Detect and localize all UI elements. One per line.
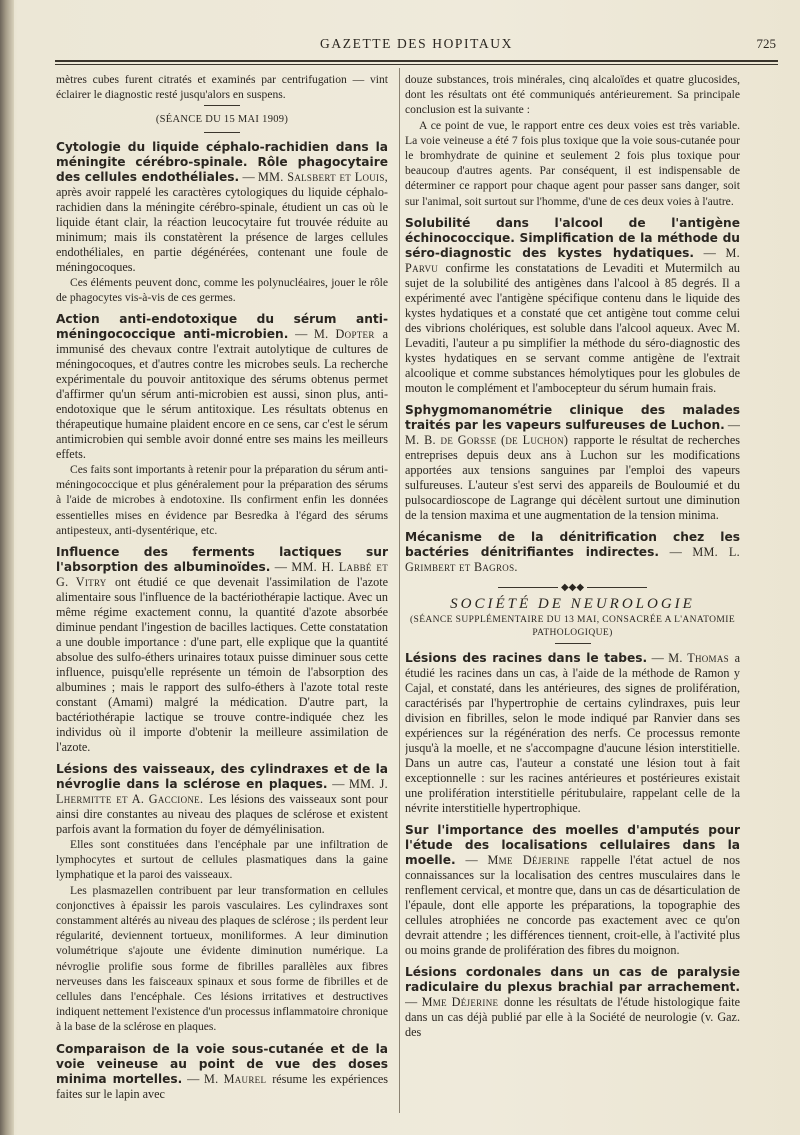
article-authors: MM. Salsbert et Louis,: [258, 169, 388, 184]
article-body: Les lésions des vaisseaux sont pour ainsi dire constantes au niveau des plaques de sclérose et existent parfois avant la formation du foyer de démyélinisation.: [56, 792, 388, 837]
article-authors: MM. L. Grimbert et Bagros.: [405, 544, 740, 574]
article-title: Cytologie du liquide céphalo-rachidien dans la méningite cérébro-spinale. Rôle phagocytaire des cellules endothéliales.: [56, 139, 388, 184]
article-heading: Solubilité dans l'alcool de l'antigène échinococcique. Simplification de la méthode du séro-diagnostic des kystes hydatiques. — M. Parvu confirme les constatations de Levaditi et Mutermilch au sujet de la solubilité des antigènes dans l'alcool à 85 degrés. Il a expérimenté avec l'antigène spécifique contenu dans le liquide des kystes hydatiques et a constaté que cet antigène tout comme celui des vibrions cholériques, est soluble dans l'alcool aqueux. Avec M. Levaditi, l'auteur a pu simplifier la méthode du séro-diagnostic des kystes hydatiques en se servant comme antigène de l'extrait alcoolique et comme substances hémolytiques pour les globules de mouton le complément et l'ambocepteur du sérum humain frais.: [405, 215, 740, 395]
article: [405, 651, 740, 816]
article-body: résume les expériences faites sur le lapin avec: [56, 1071, 388, 1101]
article-authors: MM. J. Lhermitte et A. Gaccione.: [56, 777, 388, 807]
article-heading: Action anti-endotoxique du sérum anti-méningococcique anti-microbien. — M. Dopter a immunisé des chevaux contre l'extrait autolytique de cultures de méningocoques, et d'autres contre les microbes seuls. La recherche expérimentale du pouvoir antitoxique des sérums obtenus permet d'affirmer qu'un sérum anti-microbien est aussi, sinon plus, anti-endotoxique que le sérum antitoxique. Les résultats obtenus en thérapeutique humaine plaident encore en ce sens, car c'est le sérum antimicrobien qui semble avoir donné entre ses mains les meilleurs effets.: [56, 312, 388, 462]
article-title: Action anti-endotoxique du sérum anti-méningococcique anti-microbien.: [56, 312, 388, 342]
article-authors: M. Parvu: [405, 245, 740, 275]
article-title: Comparaison de la voie sous-cutanée et de la voie veineuse au point de vue des doses minima mortelles.: [56, 1041, 388, 1086]
article-heading: Lésions des racines dans le tabes. — M. Thomas a étudié les racines dans un cas, à l'aide de la méthode de Ramon y Cajal, et constaté, dans les antérieures, des signes de prolifération, caractérisés par l'hypertrophie de certains cylindraxes, puis leur division en fibrilles, selon le mode indiqué par Ranvier dans ses expériences sur la régénération des nerfs. Ce processus remonte jusqu'à la moelle, et ne s'accompagne d'aucune lésion interstitielle. Dans un autre cas, l'auteur a constaté une lésion tout à fait exceptionnelle : sur les racines antérieures et postérieures existait une prolifération interstitielle péritubulaire, rappelant celle de la névrite interstitielle hypertrophique.: [405, 651, 740, 816]
section-title: SOCIÉTÉ DE NEUROLOGIE: [450, 595, 695, 612]
article-body: confirme les constatations de Levaditi et Mutermilch au sujet de la solubilité des antigènes dans l'alcool à 85 degrés. Il a expérimenté avec l'antigène spécifique contenu dans le liquide des kystes hydatiques et a constaté que cet antigène tout comme celui des vibrions cholériques, est soluble dans l'alcool aqueux. Avec M. Levaditi, l'auteur a pu simplifier la méthode du séro-diagnostic des kystes hydatiques en se servant comme antigène de l'extrait alcoolique et comme substances hémolytiques pour les globules de mouton le complément et l'ambocepteur du sérum humain frais.: [405, 260, 740, 395]
article-body: a immunisé des chevaux contre l'extrait autolytique de cultures de méningocoques, et d'autres contre les microbes seuls. La recherche expérimentale du pouvoir antitoxique des sérums obtenus permet d'affirmer qu'un sérum anti-microbien est aussi, sinon plus, anti-endotoxique que le sérum antitoxique. Les résultats obtenus en thérapeutique humaine plaident encore en ce sens, car c'est le sérum antimicrobien qui semble avoir donné entre ses mains les meilleurs effets.: [56, 327, 388, 462]
article: [405, 403, 740, 523]
article: [56, 312, 388, 538]
continuation-paragraph: A ce point de vue, le rapport entre ces deux voies est très variable. La voie veineuse a été 7 fois plus toxique que la voie sous-cutanée pour le bromhydrate de quinine et seulement 2 fois plus toxique pour beaucoup d'autres agents. Par conséquent, il est indispensable de déterminer ce rapport pour chaque agent pour passer sans danger, soit sur l'animal, soit surtout sur l'homme, d'une de ces deux voies à l'autre.: [405, 118, 740, 208]
article-body: ont étudié ce que devenait l'assimilation de l'azote alimentaire sous l'influence de la bactériothérapie lactique. Avec un même régime exactement connu, la quantité d'azote absorbée diminue pendant l'ingestion de bacilles lactiques. Cette constatation a une double importance : d'une part, elle explique que la quantité absolue des sulfo-éthers urinaires totaux puisse diminuer sous cette influence, puisqu'elle représente un témoin de l'absorption des albumines ; mais le rapport des sulfo-éthers à l'azote total reste constant (Amami) malgré la médication. D'autre part, la bactériothérapie lactique se trouve contre-indiquée chez les individus où il importe d'obtenir la meilleure assimilation de l'azote.: [56, 575, 388, 755]
article: [56, 762, 388, 1035]
article-body: rappelle l'état actuel de nos connaissances sur la localisation des centres musculaires dans le renflement cervical, et montre que, dans un cas de désarticulation de l'épaule, dont elle apporte les préparations, la topographie des cellules atrophiées ne concorde pas exactement avec ce qu'on devrait attendre ; les différences tiennent, croit-elle, à l'activité plus ou moins grande de prolifération des fibres du moignon.: [405, 853, 740, 958]
article: [405, 965, 740, 1040]
article-title: Lésions des vaisseaux, des cylindraxes et de la névroglie dans la sclérose en plaques.: [56, 762, 388, 792]
article-body: donne les résultats de l'étude histologique faite dans un cas déjà publié par elle à la Société de neurologie (v. Gaz. des: [405, 995, 740, 1040]
article: [56, 545, 388, 755]
article-heading: Comparaison de la voie sous-cutanée et de la voie veineuse au point de vue des doses minima mortelles. — M. Maurel résume les expériences faites sur le lapin avec: [56, 1041, 388, 1101]
article-authors: Mme Déjerine: [487, 853, 570, 868]
article-heading: Mécanisme de la dénitrification chez les bactéries dénitrifiantes indirectes. — MM. L. Grimbert et Bagros.: [405, 529, 740, 574]
article-title: Sur l'importance des moelles d'amputés pour l'étude des localisations cellulaires dans la moelle.: [405, 823, 740, 868]
article-body: après avoir rappelé les caractères cytologiques du liquide céphalo-rachidien dans la méningite cérébro-spinale, étudient un cas où le liquide étant clair, la réaction leucocytaire fut trouvée réduite au minimum; mais ils constatèrent la présence de larges cellules endothéliales, en partie dégénérées, contenant une foule de méningocoques.: [56, 184, 388, 274]
article-title: Lésions cordonales dans un cas de paralysie radiculaire du plexus brachial par arrachement.: [405, 965, 740, 995]
divider-rule: [555, 643, 591, 644]
article-body: a étudié les racines dans un cas, à l'aide de la méthode de Ramon y Cajal, et constaté, dans les antérieures, des signes de prolifération, caractérisés par l'hypertrophie de certains cylindraxes, puis leur division en fibrilles, selon le mode indiqué par Ranvier dans ses expériences sur la régénération des nerfs. Ce processus remonte jusqu'à la moelle, et ne s'accompagne d'aucune lésion interstitielle. Dans un autre cas, l'auteur a constaté une lésion tout à fait exceptionnelle : sur les racines antérieures et postérieures existait une prolifération interstitielle péritubulaire, rappelant celle de la névrite interstitielle hypertrophique.: [405, 651, 740, 816]
article-title: Solubilité dans l'alcool de l'antigène échinococcique. Simplification de la méthode du séro-diagnostic des kystes hydatiques.: [405, 215, 740, 260]
seance-label: (SÉANCE DU 15 MAI 1909): [155, 114, 289, 126]
article-paragraph: Elles sont constituées dans l'encéphale par une infiltration de lymphocytes et surtout de cellules plasmatiques dans la gaine lymphatique et la paroi des vaisseaux.: [56, 838, 388, 882]
article-title: Lésions des racines dans le tabes.: [405, 651, 648, 666]
section-subtitle: (SÉANCE SUPPLÉMENTAIRE DU 13 MAI, CONSACRÉE A L'ANATOMIE PATHOLOGIQUE): [409, 615, 736, 639]
article: [405, 530, 740, 575]
article: [405, 823, 740, 958]
header-rule: [55, 60, 778, 62]
right-column: [405, 72, 740, 1121]
article-authors: Mme Déjerine: [421, 995, 499, 1010]
article-heading: Lésions cordonales dans un cas de paralysie radiculaire du plexus brachial par arrachement. — Mme Déjerine donne les résultats de l'étude histologique faite dans un cas déjà publié par elle à la Société de neurologie (v. Gaz. des: [405, 965, 740, 1040]
binding-shadow: [0, 0, 14, 1135]
article: [56, 140, 388, 305]
page-header: [55, 36, 778, 58]
article-authors: MM. H. Labbé et G. Vitry: [56, 560, 388, 590]
column-divider: [399, 68, 400, 1113]
page-number: 725: [756, 36, 776, 51]
article: [56, 1042, 388, 1102]
article-paragraph: Ces éléments peuvent donc, comme les polynucléaires, jouer le rôle de phagocytes vis-à-vis de ces germes.: [56, 275, 388, 304]
article-title: Influence des ferments lactiques sur l'absorption des albuminoïdes.: [56, 545, 388, 575]
article-heading: Cytologie du liquide céphalo-rachidien dans la méningite cérébro-spinale. Rôle phagocytaire des cellules endothéliales. — MM. Salsbert et Louis, après avoir rappelé les caractères cytologiques du liquide céphalo-rachidien dans la méningite cérébro-spinale, étudient un cas où le liquide étant clair, la réaction leucocytaire fut trouvée réduite au minimum; mais ils constatèrent la présence de larges cellules endothéliales, en partie dégénérées, contenant une foule de méningocoques.: [56, 139, 388, 274]
article-body: rapporte le résultat de recherches entreprises depuis deux ans à Luchon sur les modifications apportées aux tensions sanguines par l'emploi des vapeurs sulfureuses. L'auteur s'est servi des appareils de Bouloumié et du pulsocardioscope de Lagrange qui décèlent surtout une diminution de la tension maxima et une augmentation de la tension minima.: [405, 432, 740, 522]
article-heading: Influence des ferments lactiques sur l'absorption des albuminoïdes. — MM. H. Labbé et G. Vitry ont étudié ce que devenait l'assimilation de l'azote alimentaire sous l'influence de la bactériothérapie lactique. Avec un même régime exactement connu, la quantité d'azote absorbée diminue pendant l'ingestion de bacilles lactiques. Cette constatation a une double importance : d'une part, elle explique que la quantité absolue des sulfo-éthers urinaires totaux puisse diminuer sous cette influence, puisqu'elle représente un témoin de l'absorption des albumines ; mais le rapport des sulfo-éthers à l'azote total reste constant (Amami) malgré la médication. D'autre part, la bactériothérapie lactique se trouve contre-indiquée chez les individus où il importe d'obtenir la meilleure assimilation de l'azote.: [56, 545, 388, 755]
article-title: Mécanisme de la dénitrification chez les bactéries dénitrifiantes indirectes.: [405, 529, 740, 559]
article-authors: M. Maurel: [204, 1071, 267, 1086]
article-paragraph: Ces faits sont importants à retenir pour la préparation du sérum anti-méningococcique et plus généralement pour la préparation des sérums à l'aide de microbes à endotoxine. Ils confirment enfin les données essentielles mises en évidence par Besredka à l'égard des sérums antipesteux, anti-dysentérique, etc.: [56, 463, 388, 537]
article-heading: Sphygmomanométrie clinique des malades traités par les vapeurs sulfureuses de Luchon. — M. B. de Gorsse (de Luchon) rapporte le résultat de recherches entreprises depuis deux ans à Luchon sur les modifications apportées aux tensions sanguines par l'emploi des vapeurs sulfureuses. L'auteur s'est servi des appareils de Bouloumié et du pulsocardioscope de Lagrange qui décèlent surtout une diminution de la tension maxima et une augmentation de la tension minima.: [405, 402, 740, 522]
left-column: [56, 72, 388, 1121]
intro-paragraph: mètres cubes furent citratés et examinés par centrifugation — vint éclairer le diagnostic resté jusqu'alors en suspens.: [56, 73, 388, 102]
article-title: Sphygmomanométrie clinique des malades traités par les vapeurs sulfureuses de Luchon.: [405, 402, 740, 432]
section-ornament: ◆◆◆: [405, 583, 740, 593]
article-paragraph: Les plasmazellen contribuent par leur transformation en cellules conjonctives à épaissir les parois vasculaires. Les cylindraxes sont constamment altérés au niveau des plaques de sclérose ; ils perdent leur régularité, deviennent tortueux, moniliformes. A leur diminution volumétrique s'ajoute une évidente diminution numérique. La névroglie prolifie sous forme de fibrilles parallèles aux fibres nerveuses dans les faisceaux spinaux et sous forme de fibrilles et de cellules dans l'encéphale. Ces lésions irritatives et destructives indiquent nettement l'existence d'un processus inflammatoire chronique à la base de la sclérose en plaques.: [56, 883, 388, 1034]
continuation-paragraph: douze substances, trois minérales, cinq alcaloïdes et quatre glucosides, dont les résultats ont été communiqués antérieurement. Sa principale conclusion est la suivante :: [405, 73, 740, 117]
article-authors: M. Dopter: [314, 327, 375, 342]
header-rule-thin: [55, 64, 778, 65]
article-authors: M. Thomas: [668, 651, 729, 666]
article-authors: M. B. de Gorsse (de Luchon): [405, 432, 569, 447]
article: [405, 216, 740, 396]
article-heading: Lésions des vaisseaux, des cylindraxes et de la névroglie dans la sclérose en plaques. — MM. J. Lhermitte et A. Gaccione. Les lésions des vaisseaux sont pour ainsi dire constantes au niveau des plaques de sclérose et existent parfois avant la formation du foyer de démyélinisation.: [56, 762, 388, 837]
running-title: GAZETTE DES HOPITAUX: [320, 36, 513, 51]
divider-rule: [204, 105, 240, 106]
article-heading: Sur l'importance des moelles d'amputés pour l'étude des localisations cellulaires dans la moelle. — Mme Déjerine rappelle l'état actuel de nos connaissances sur la localisation des centres musculaires dans le renflement cervical, et montre que, dans un cas de désarticulation de l'épaule, dont elle apporte les préparations, la topographie des cellules atrophiées ne concorde pas exactement avec ce qu'on devrait attendre ; les différences tiennent, croit-elle, à l'activité plus ou moins grande de prolifération des fibres du moignon.: [405, 823, 740, 958]
divider-rule: [204, 132, 240, 133]
